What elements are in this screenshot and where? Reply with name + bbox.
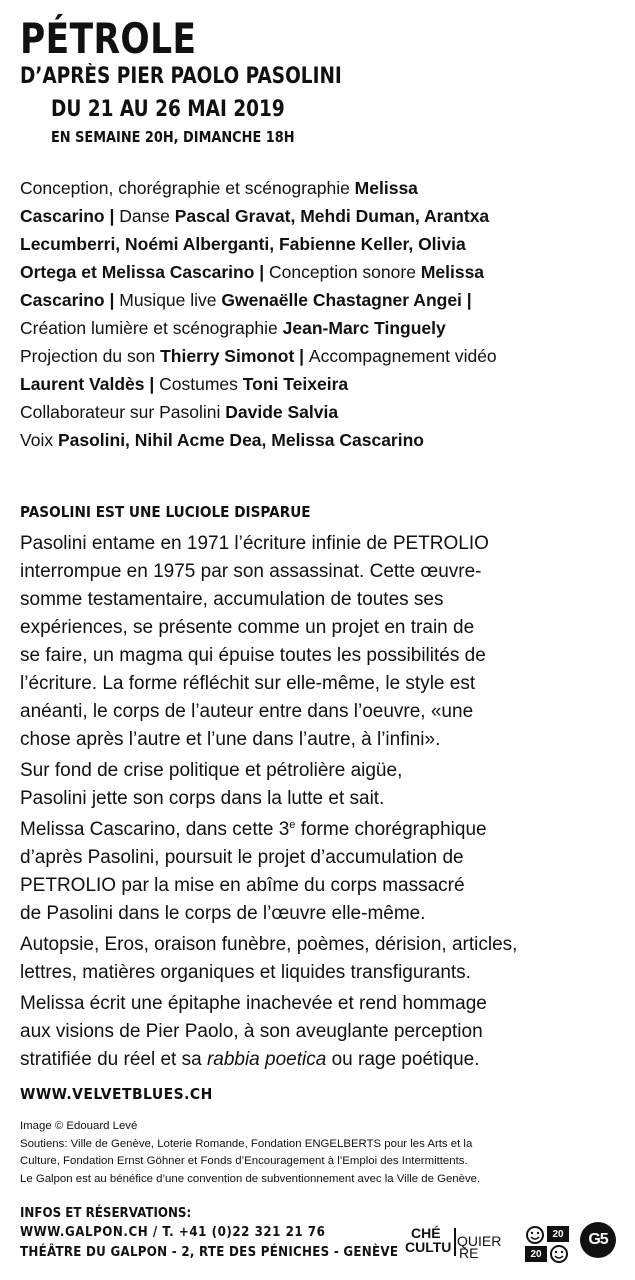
credit-role: Collaborateur sur Pasolini xyxy=(20,402,226,422)
show-hours: EN SEMAINE 20H, DIMANCHE 18H xyxy=(51,128,295,146)
credit-name: Lecumberri, Noémi Alberganti, Fabienne Keller, Olivia xyxy=(20,234,466,254)
g5-logo: G5 xyxy=(580,1222,616,1258)
credit-role: Voix xyxy=(20,430,58,450)
fine-print xyxy=(20,1118,620,1188)
logo-text: 20 xyxy=(530,1249,542,1260)
text-line: se faire, un magma qui épuise toutes les possibilités de xyxy=(20,645,486,666)
text-line: interrompue en 1975 par son assassinat. Cette œuvre- xyxy=(20,561,482,582)
text-line: expériences, se présente comme un projet en train de xyxy=(20,617,475,638)
credits-line xyxy=(20,258,620,286)
credits-line xyxy=(20,426,620,454)
section-heading: PASOLINI EST UNE LUCIOLE DISPARUE xyxy=(20,503,311,521)
text-line: Sur fond de crise politique et pétrolière aigüe, xyxy=(20,760,403,781)
credit-name: Gwenaëlle Chastagner Angei | xyxy=(221,290,472,310)
text-line: anéanti, le corps de l’auteur entre dans l’oeuvre, «une xyxy=(20,701,474,722)
paragraph xyxy=(20,990,620,1074)
credit-role: Musique live xyxy=(119,290,222,310)
credits-line xyxy=(20,286,620,314)
credit-name: Ortega et Melissa Cascarino | xyxy=(20,262,270,282)
logo-text: RE xyxy=(459,1245,479,1261)
paragraph xyxy=(20,931,620,987)
sponsors-line: Soutiens: Ville de Genève, Loterie Romande, Fondation ENGELBERTS pour les Arts et la xyxy=(20,1137,473,1150)
credit-name: Pascal Gravat, Mehdi Duman, Arantxa xyxy=(174,206,490,226)
credits-line xyxy=(20,202,620,230)
text-line: lettres, matières organiques et liquides transfigurants. xyxy=(20,962,471,983)
sponsors-line: Culture, Fondation Ernst Göhner et Fonds d’Encouragement à l’Emploi des Intermittents. xyxy=(20,1155,468,1167)
credit-name: Davide Salvia xyxy=(225,402,339,422)
credit-name: Laurent Valdès | xyxy=(20,374,160,394)
credit-name: Pasolini, Nihil Acme Dea, Melissa Cascarino xyxy=(57,430,424,450)
credit-role: Danse xyxy=(119,206,175,226)
image-credit: Image © Edouard Levé xyxy=(20,1120,138,1132)
credit-name: Melissa xyxy=(420,262,485,282)
text-line: Melissa Cascarino, dans cette 3e forme chorégraphique xyxy=(20,819,487,840)
credit-role: Projection du son xyxy=(20,346,161,366)
credit-name: Melissa xyxy=(354,178,418,198)
text-line: aux visions de Pier Paolo, à son aveuglante perception xyxy=(20,1021,483,1042)
credits-line xyxy=(20,314,620,342)
credit-role: Conception, chorégraphie et scénographie xyxy=(20,178,355,198)
text-line: Pasolini jette son corps dans la lutte et sait. xyxy=(20,788,385,809)
description-text xyxy=(20,530,620,1077)
credit-name: Toni Teixeira xyxy=(242,374,349,394)
text-line: l’écriture. La forme réfléchit sur elle-même, le style est xyxy=(20,673,476,694)
credit-role: Costumes xyxy=(159,374,243,394)
twenty-years-logo xyxy=(523,1224,573,1264)
credits-line xyxy=(20,230,620,258)
credit-role: Conception sonore xyxy=(269,262,421,282)
credits-line xyxy=(20,174,620,202)
info-address: THÉÂTRE DU GALPON - 2, RTE DES PÉNICHES - GENÈVE xyxy=(20,1244,399,1260)
text-line: d’après Pasolini, poursuit le projet d’accumulation de xyxy=(20,847,464,868)
credit-role: Accompagnement vidéo xyxy=(308,346,497,366)
paragraph xyxy=(20,530,620,754)
text-line: Autopsie, Eros, oraison funèbre, poèmes, dérision, articles, xyxy=(20,934,518,955)
logo-text: QUIER xyxy=(457,1233,502,1249)
credits-line xyxy=(20,342,620,370)
show-subtitle: D’APRÈS PIER PAOLO PASOLINI xyxy=(20,64,342,89)
paragraph xyxy=(20,816,620,928)
text-line: Melissa écrit une épitaphe inachevée et rend hommage xyxy=(20,993,487,1014)
credits-block xyxy=(20,174,620,454)
text-line: de Pasolini dans le corps de l’œuvre elle-même. xyxy=(20,903,426,924)
credit-name: Jean-Marc Tinguely xyxy=(282,318,446,338)
text-line: chose après l’autre et l’une dans l’autre, à l’infini». xyxy=(20,729,441,750)
credit-name: Thierry Simonot | xyxy=(160,346,309,366)
logo-text: 20 xyxy=(552,1229,564,1240)
text-line: stratifiée du réel et sa rabbia poetica ou rage poétique. xyxy=(20,1049,480,1070)
credit-name: Cascarino | xyxy=(20,206,120,226)
show-dates: DU 21 AU 26 MAI 2019 xyxy=(51,97,285,122)
paragraph xyxy=(20,757,620,813)
credit-name: Cascarino | xyxy=(20,290,120,310)
credits-line xyxy=(20,398,620,426)
show-title: PÉTROLE xyxy=(20,14,197,63)
credits-line xyxy=(20,370,620,398)
sponsors-line: Le Galpon est au bénéfice d’une convention de subventionnement avec la Ville de Genève. xyxy=(20,1172,481,1185)
text-line: PETROLIO par la mise en abîme du corps massacré xyxy=(20,875,465,896)
website-link[interactable]: WWW.VELVETBLUES.CH xyxy=(20,1085,213,1103)
info-contact[interactable]: WWW.GALPON.CH / T. +41 (0)22 321 21 76 xyxy=(20,1224,326,1240)
text-line: Pasolini entame en 1971 l’écriture infinie de PETROLIO xyxy=(20,533,489,554)
logo-text: CULTU xyxy=(405,1239,452,1255)
credit-role: Création lumière et scénographie xyxy=(20,318,283,338)
text-line: somme testamentaire, accumulation de toutes ses xyxy=(20,589,444,610)
logo-text: CHÉ xyxy=(411,1225,441,1241)
info-heading: INFOS ET RÉSERVATIONS: xyxy=(20,1205,192,1221)
chequier-culture-logo xyxy=(405,1226,520,1266)
